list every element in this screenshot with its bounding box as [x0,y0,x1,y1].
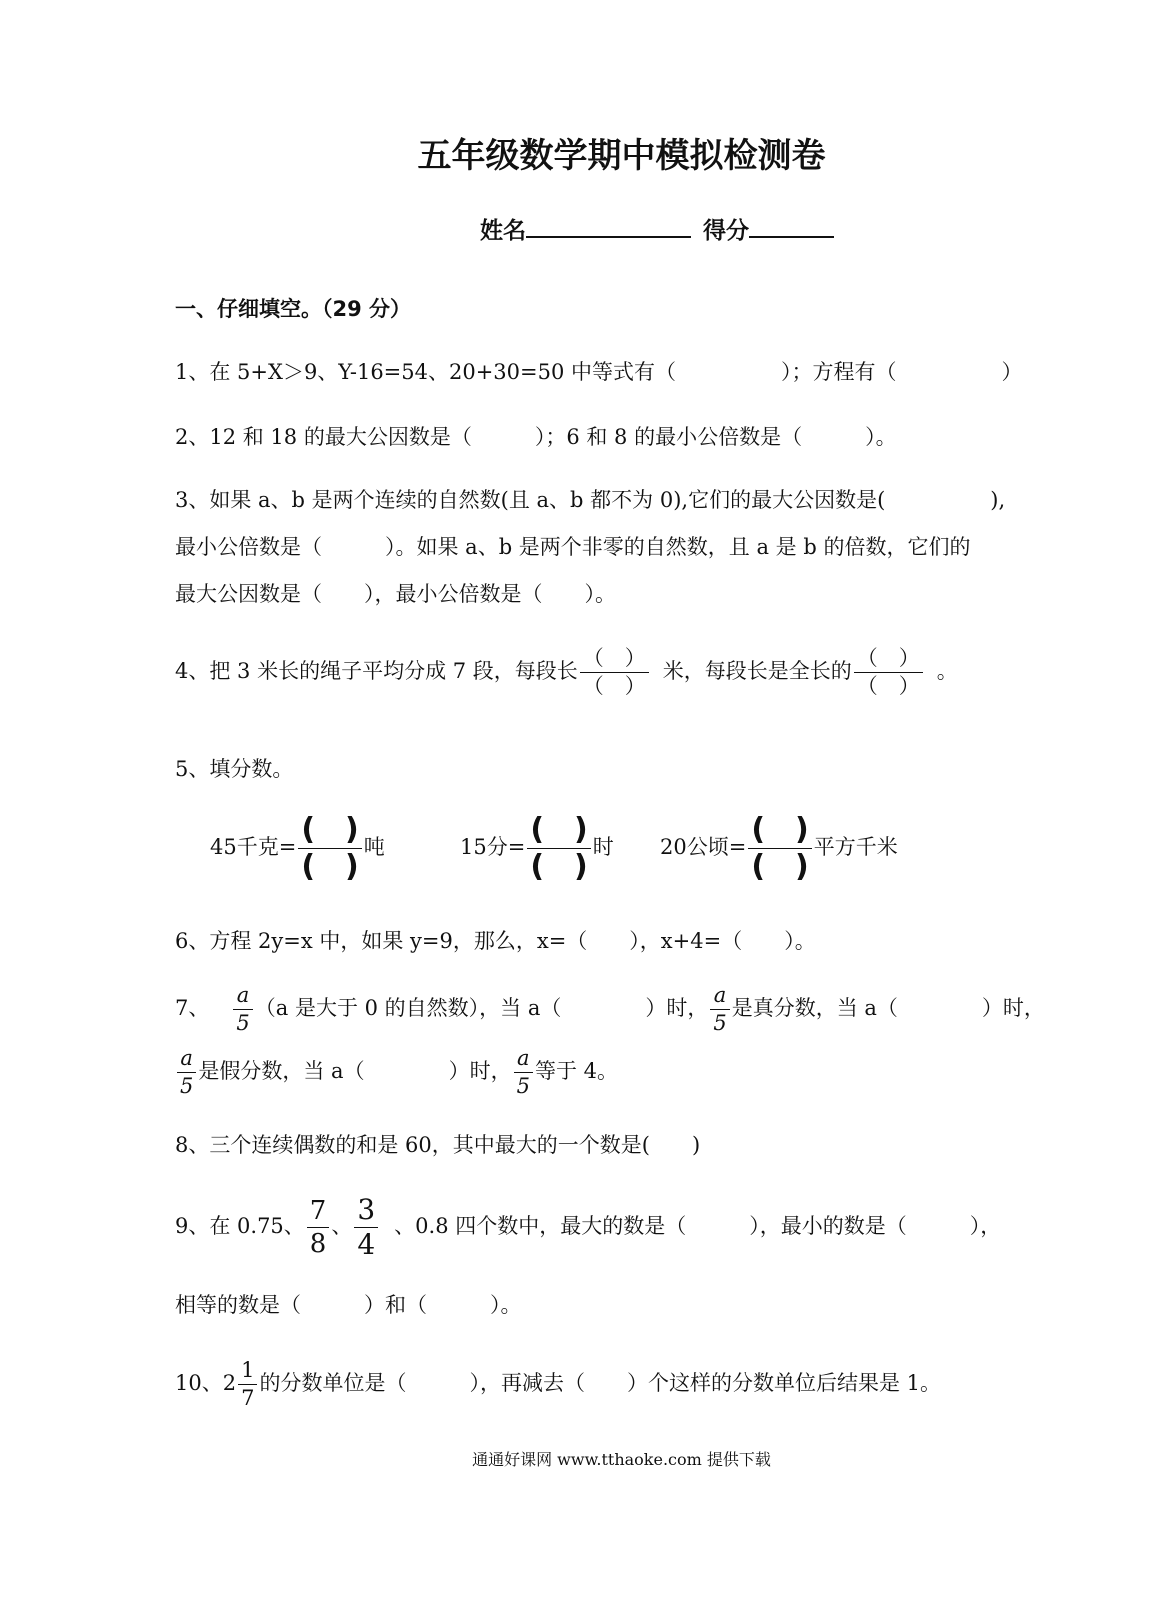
q7-f2-denominator: 5 [710,1009,729,1034]
question-5-label: 5、填分数。 [175,757,294,781]
question-10 [175,1360,941,1409]
q5-f2-denominator-blank[interactable]: ( ) [527,848,590,882]
q4-text-2: 米，每段长是全长的 [662,659,852,683]
q4-f2-numerator-blank[interactable]: （ ） [856,646,920,670]
q5-item-3 [660,812,898,884]
q10-text-1: 10、2 [175,1371,237,1395]
question-2: 2、12 和 18 的最大公因数是（ ）；6 和 8 的最小公倍数是（ ）。 [175,425,897,449]
student-info [480,212,834,245]
q7-text-2: 是真分数，当 a（ ）时， [731,996,1045,1020]
q5-item-1-left: 45千克= [210,835,297,859]
q9-text-1: 9、在 0.75、 [175,1214,305,1238]
question-3-line-1: 3、如果 a、b 是两个连续的自然数(且 a、b 都不为 0),它们的最大公因数是( ), [175,488,1006,512]
q7-fraction-a-5-3 [177,1048,196,1097]
q9-text-2: 、0.8 四个数中，最大的数是（ ），最小的数是（ ）， [394,1214,1002,1238]
question-9-line-2: 相等的数是（ ）和（ ）。 [175,1293,522,1317]
q7-number: 7、 [175,996,210,1020]
question-9-line-1 [175,1193,1002,1261]
question-6: 6、方程 2y=x 中，如果 y=9，那么，x=（ ），x+4=（ ）。 [175,929,816,953]
q4-fraction-1[interactable] [580,648,649,697]
q7-text-4: 等于 4。 [534,1059,618,1083]
score-label: 得分 [703,218,749,244]
q5-item-2 [460,812,614,884]
q5-item-1-unit: 吨 [363,835,385,859]
q4-f1-numerator-blank[interactable]: （ ） [582,646,646,670]
q7-text-3: 是假分数，当 a（ ）时， [198,1059,512,1083]
q9-fraction-7-8 [307,1198,330,1257]
q7-text-1: （a 是大于 0 的自然数），当 a（ ）时， [254,996,709,1020]
q7-f2-numerator: a [713,983,727,1007]
q5-f1-denominator-blank[interactable]: ( ) [298,848,361,882]
q5-fraction-2[interactable] [527,812,590,884]
q5-fraction-3[interactable] [748,812,811,884]
q10-numerator: 1 [241,1358,255,1382]
q10-denominator: 7 [238,1384,257,1409]
question-8: 8、三个连续偶数的和是 60，其中最大的一个数是( ) [175,1133,701,1157]
q4-f2-denominator-blank[interactable]: （ ） [854,672,923,697]
q4-text-1: 4、把 3 米长的绳子平均分成 7 段，每段长 [175,659,578,683]
q7-f3-numerator: a [180,1046,193,1070]
q5-f2-numerator-blank[interactable]: ( ) [530,812,588,847]
q9-f1-denominator: 8 [307,1227,330,1257]
q10-fraction-1-7 [238,1360,257,1409]
q7-f1-denominator: 5 [233,1009,252,1034]
q5-f3-numerator-blank[interactable]: ( ) [751,812,809,847]
q4-f1-denominator-blank[interactable]: （ ） [580,672,649,697]
q7-fraction-a-5-1 [233,985,252,1034]
q5-fraction-1[interactable] [298,812,361,884]
score-blank[interactable] [749,212,834,238]
q9-fraction-3-4 [354,1193,378,1261]
question-3-line-3: 最大公因数是（ ），最小公倍数是（ ）。 [175,582,616,606]
q9-f2-denominator: 4 [354,1227,378,1259]
q7-fraction-a-5-4 [514,1048,533,1097]
question-7-line-1 [175,985,1045,1034]
q7-fraction-a-5-2 [710,985,729,1034]
q4-text-3: 。 [936,659,958,683]
q5-item-2-unit: 时 [592,835,614,859]
q9-f2-numerator: 3 [357,1193,376,1226]
page-title: 五年级数学期中模拟检测卷 [417,136,826,176]
footer-source: 通通好课网 www.tthaoke.com 提供下载 [472,1450,771,1469]
name-label: 姓名 [480,218,526,244]
q4-fraction-2[interactable] [854,648,923,697]
question-4 [175,648,958,697]
q9-f1-numerator: 7 [309,1196,327,1226]
q5-item-3-unit: 平方千米 [813,835,898,859]
q7-f1-numerator: a [236,983,250,1007]
question-7-line-2 [175,1048,618,1097]
section-heading: 一、仔细填空。（29 分） [175,297,412,321]
q5-f3-denominator-blank[interactable]: ( ) [748,848,811,882]
question-1: 1、在 5+X＞9、Y-16=54、20+30=50 中等式有（ ）；方程有（ ） [175,360,1023,384]
q7-f3-denominator: 5 [177,1072,196,1097]
q7-f4-denominator: 5 [514,1072,533,1097]
q9-separator: 、 [331,1214,353,1238]
name-blank[interactable] [526,212,691,238]
q7-f4-numerator: a [517,1046,530,1070]
q5-item-3-left: 20公顷= [660,835,747,859]
q10-text-2: 的分数单位是（ ），再减去（ ）个这样的分数单位后结果是 1。 [259,1371,942,1395]
question-3-line-2: 最小公倍数是（ ）。如果 a、b 是两个非零的自然数，且 a 是 b 的倍数，它们的 [175,535,971,559]
q5-f1-numerator-blank[interactable]: ( ) [301,812,359,847]
q5-item-1 [210,812,385,884]
q5-item-2-left: 15分= [460,835,526,859]
